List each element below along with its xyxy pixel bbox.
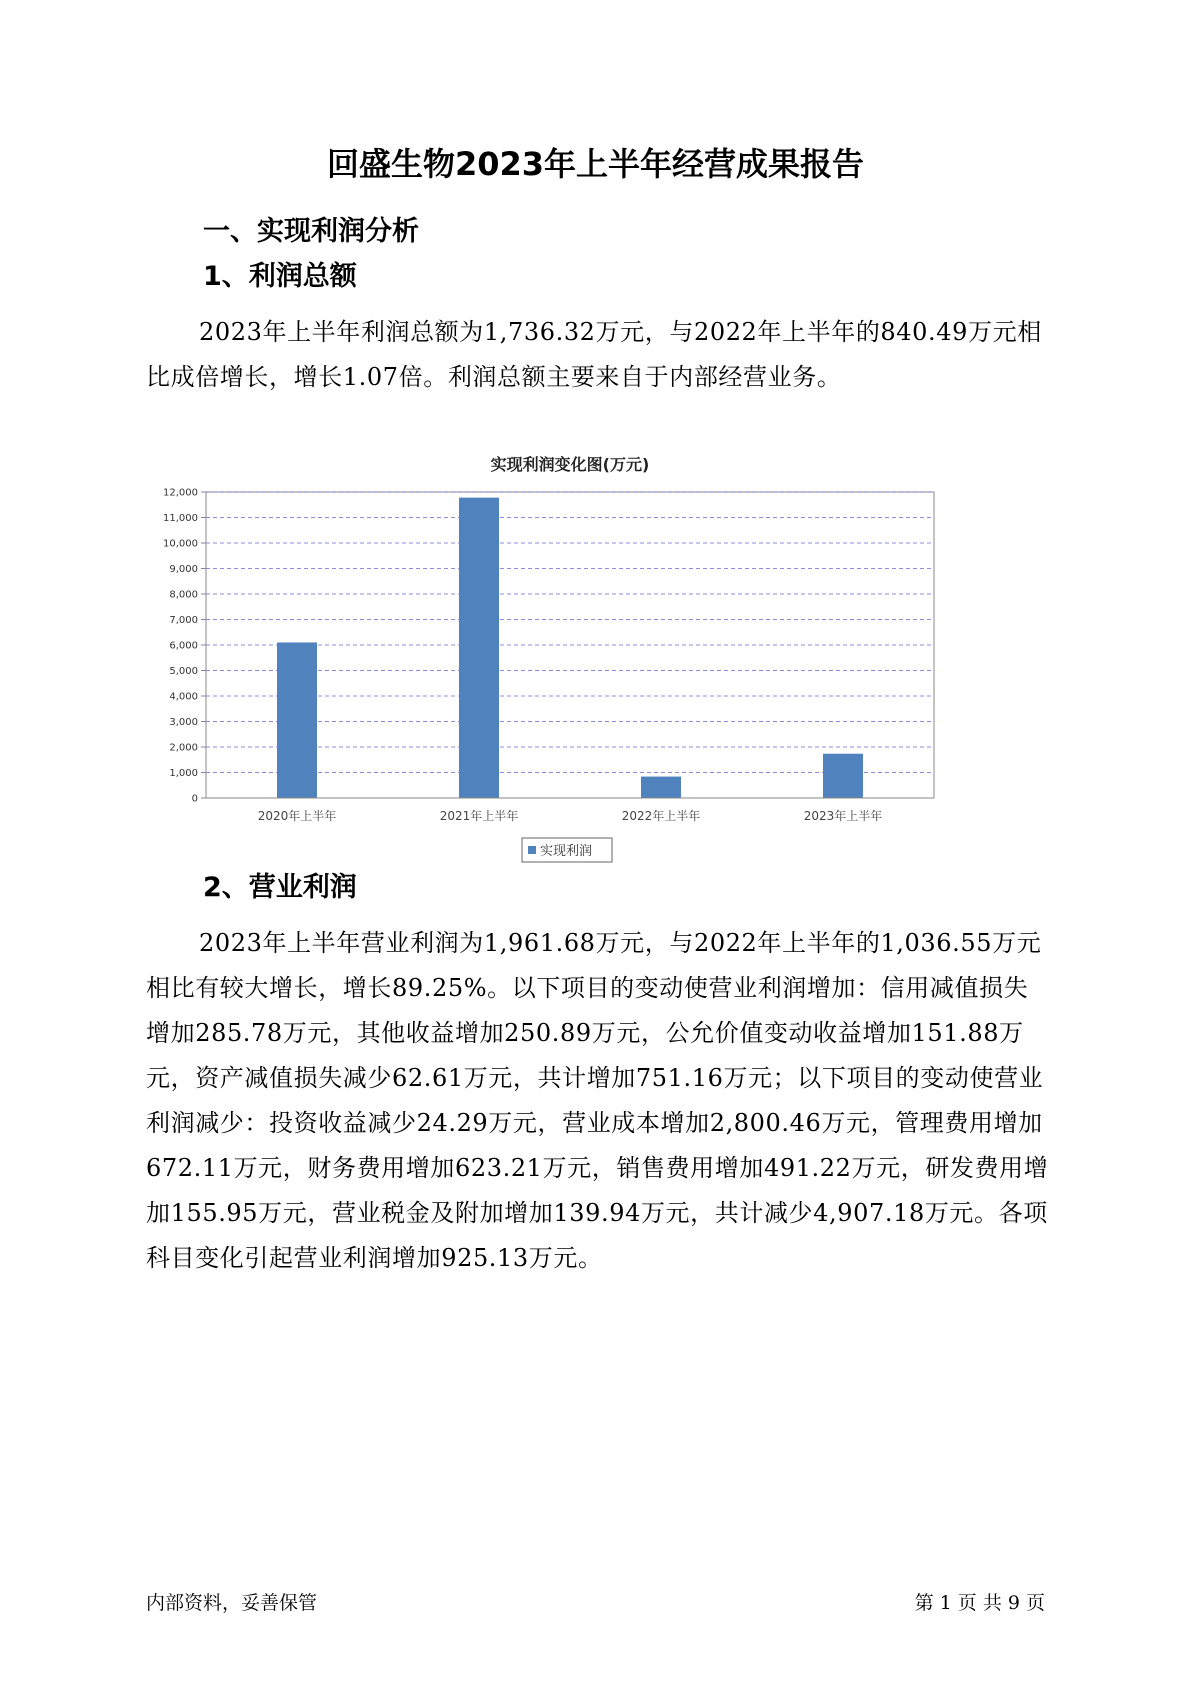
document-title: 回盛生物2023年上半年经营成果报告 [326, 145, 865, 183]
legend-label: 实现利润 [540, 844, 593, 859]
x-tick-label: 2020年上半年 [257, 809, 337, 823]
y-tick-label: 6,000 [169, 640, 198, 652]
y-tick-label: 3,000 [169, 717, 198, 728]
legend-swatch [528, 846, 536, 854]
x-tick-label: 2021年上半年 [439, 809, 519, 823]
subsection-heading-total-profit: 1、利润总额 [203, 261, 357, 292]
y-tick-label: 5,000 [169, 666, 198, 677]
y-tick-label: 1,000 [169, 768, 198, 779]
x-tick-label: 2022年上半年 [621, 809, 701, 823]
y-tick-label: 4,000 [169, 691, 198, 703]
section-heading-profit-analysis: 一、实现利润分析 [203, 216, 419, 247]
y-tick-label: 7,000 [169, 615, 198, 626]
total-profit-paragraph: 2023年上半年利润总额为1,736.32万元，与2022年上半年的840.49万元相比成倍增长，增长1.07倍。利润总额主要来自于内部经营业务。 [146, 318, 1042, 391]
bar-2020年上半年 [277, 642, 317, 798]
y-tick-label: 11,000 [163, 513, 198, 524]
y-tick-label: 10,000 [163, 538, 198, 550]
chart-title: 实现利润变化图(万元) [490, 455, 650, 474]
y-tick-label: 12,000 [163, 487, 198, 499]
y-tick-label: 8,000 [169, 589, 198, 601]
operating-profit-paragraph: 2023年上半年营业利润为1,961.68万元，与2022年上半年的1,036.55万元相比有较大增长，增长89.25%。以下项目的变动使营业利润增加：信用减值损失增加285.78万元，其他收益增加250.89万元，公允价值变动收益增加151.88万元，资产减值损失减少62.61万元，共计增加751.16万元；以下项目的变动使营业利润减少：投资收益减少24.29万元，营业成本增加2,800.46万元，管理费用增加672.11万元，财务费用增加623.21万元，销售费用增加491.22万元，研发费用增加155.95万元，营业税金及附加增加139.94万元，共计减少4,907.18万元。各项科目变化引起营业利润增加925.13万元。 [146, 929, 1049, 1272]
bar-2021年上半年 [459, 498, 499, 798]
bar-2023年上半年 [823, 754, 863, 798]
bar-2022年上半年 [641, 777, 681, 798]
footer-page-number: 第 1 页 共 9 页 [914, 1592, 1045, 1614]
subsection-heading-operating-profit: 2、营业利润 [203, 872, 357, 903]
profit-bar-chart [150, 448, 1020, 908]
y-tick-label: 0 [191, 793, 198, 805]
y-tick-label: 2,000 [169, 742, 198, 754]
profit-chart-svg [150, 448, 1020, 908]
y-tick-label: 9,000 [169, 564, 198, 575]
footer-confidential-note: 内部资料，妥善保管 [146, 1592, 318, 1614]
x-tick-label: 2023年上半年 [803, 809, 883, 823]
